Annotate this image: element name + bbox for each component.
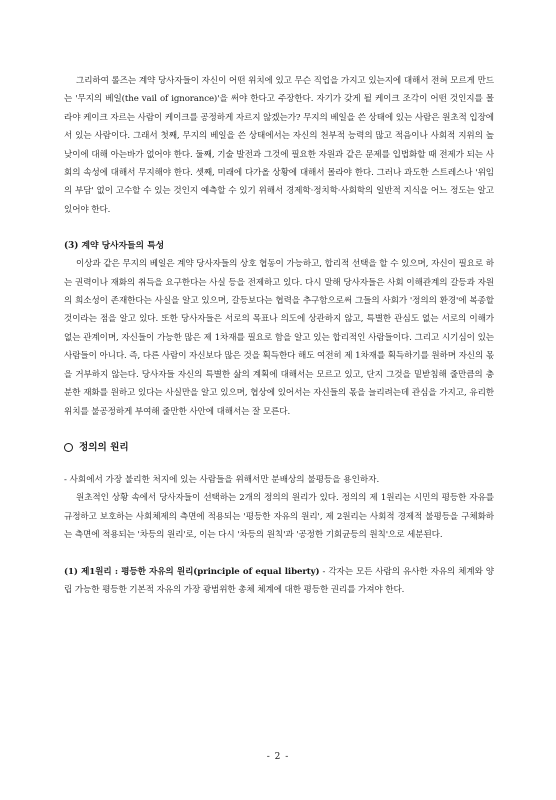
paragraph-party-characteristics: 이상과 같은 무지의 베일은 계약 당사자들의 상호 협동이 가능하고, 합리적 선택을 할 수 있으며, 자신이 필요로 하는 권력이나 재화의 취득을 요구한다는 사실 등을 전제하고 있다. 다시 말해 당사자들은 사회 이해관계의 갈등과 자원의 희소성이 존재한다는 사실을 알고 있으며, 갈등보다는 협력을 추구함으로써 그들의 사회가 '정의의 환경'에 복종할 것이라는 점을 알고 있다. 또한 당사자들은 서로의 목표나 의도에 상관하지 않고, 특별한 관심도 없는 서로의 이해가 없는 관계이며, 자신들이 가능한 많은 제 1차재를 필요로 함을 알고 있는 합리적인 사람들이다. 그리고 시기심이 있는 사람들이 아니다. 즉, 다른 사람이 자신보다 많은 것을 획득한다 해도 여전히 제 1차재를 획득하기를 원하며 자신의 몫을 거부하지 않는다. 당사자들 자신의 특별한 삶의 계획에 대해서는 모르고 있고, 단지 그것을 밑받침해 줄만큼의 충분한 재화를 원하고 있다는 사실만을 알고 있으며, 협상에 있어서는 자신들의 몫을 늘리려는데 관심을 가지고, 유리한 위치를 불공정하게 부여해 줄만한 사안에 대해서는 잘 모른다. — [64, 259, 495, 417]
section-title-principles-of-justice — [64, 439, 494, 457]
page-number: - 2 - — [266, 752, 290, 762]
paragraph-veil-of-ignorance: 그리하여 롤즈는 계약 당사자들이 자신이 어떤 위치에 있고 무슨 직업을 가지고 있는지에 대해서 전혀 모르게 만드는 '무지의 베일(the vail of ignorance)'을 써야 한다고 주장한다. 자기가 갖게 될 케이크 조각이 어떤 것인지를 몰라야 케이크 자르는 사람이 케이크를 공정하게 자르지 않겠는가? 무지의 베일을 쓴 상태에 있는 사람은 원초적 입장에 서 있는 사람이다. 그래서 첫째, 무지의 베일을 쓴 상태에서는 자신의 천부적 능력의 많고 적음이나 사회적 지위의 높낮이에 대해 아는바가 없어야 한다. 둘째, 기술 발전과 그것에 필요한 자원과 같은 문제를 입법화할 때 전제가 되는 사회의 속성에 대해서 무지해야 한다. 셋째, 미래에 다가올 상황에 대해서 몰라야 한다. 그러나 과도한 스트레스나 '위임의 부담' 없이 고수할 수 있는 것인지 예측할 수 있기 위해서 경제학·정치학·사회학의 일반적 지식을 어느 정도는 알고 있어야 한다. — [64, 76, 494, 215]
circle-bullet-icon — [64, 443, 73, 452]
principle-one-text: - 각자는 모든 사람의 유사한 자유의 체계와 양립 가능한 평등한 기본적 자유의 가장 광범위한 총체 체계에 대한 평등한 권리를 가져야 한다. — [64, 566, 494, 595]
summary-note: - 사회에서 가장 불리한 처지에 있는 사람들을 위해서만 분배상의 불평등을 용인하자. — [64, 474, 380, 485]
heading-party-characteristics: (3) 계약 당사자들의 특성 — [64, 241, 165, 252]
principle-one — [64, 563, 494, 600]
document-body — [64, 72, 494, 599]
paragraph-two-principles: 원초적인 상황 속에서 당사자들이 선택하는 2개의 정의의 원리가 있다. 정의의 제 1원리는 시민의 평등한 자유를 규정하고 보호하는 사회체제의 측면에 적용되는 '평등한 자유의 원리', 제 2원리는 사회적 경제적 불평등을 구체화하는 측면에 적용되는 '차등의 원리'로, 이는 다시 '차등의 원칙'과 '공정한 기회균등의 원칙'으로 세분된다. — [64, 493, 494, 541]
section-title-text: 정의의 원리 — [79, 441, 129, 453]
principle-one-label: (1) 제1원리 : 평등한 자유의 원리(principle of equal liberty) — [64, 566, 320, 577]
